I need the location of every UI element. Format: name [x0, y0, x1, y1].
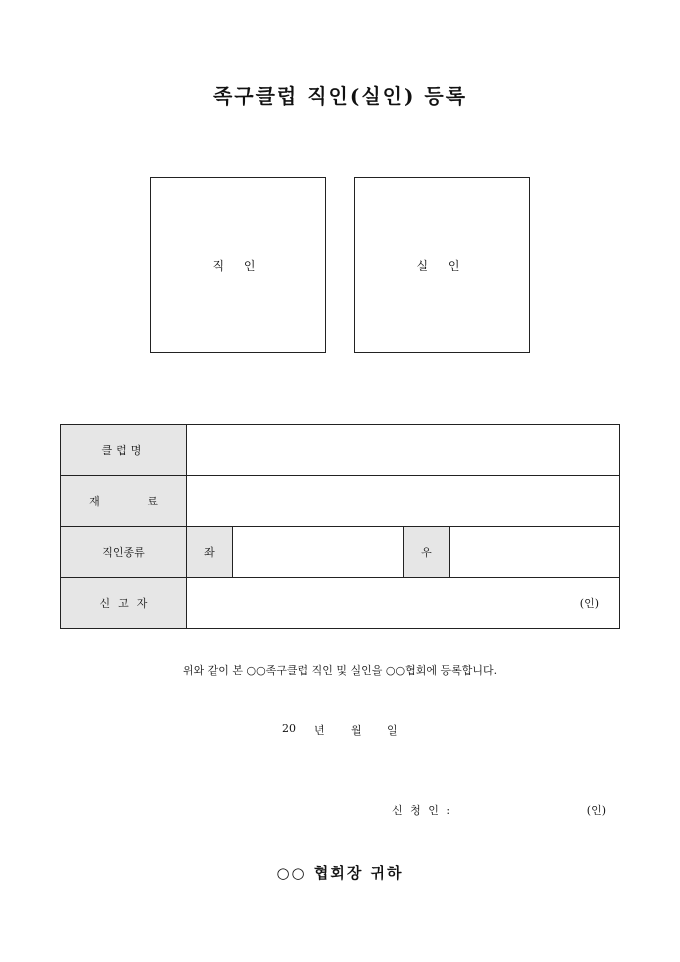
- applicant-label: 신 청 인 :: [392, 804, 453, 817]
- date-line: [282, 722, 398, 738]
- seal-type-label: 직인종류: [61, 527, 187, 578]
- applicant-line: [392, 802, 606, 818]
- right-seal-field[interactable]: [450, 527, 620, 578]
- month-unit: 월: [351, 724, 362, 737]
- year-unit: 년: [314, 724, 325, 737]
- day-unit: 일: [387, 724, 398, 737]
- page-title: 족구클럽 직인(실인) 등록: [212, 84, 468, 108]
- year-prefix: 20: [282, 722, 296, 735]
- reporter-seal-mark: (인): [579, 597, 599, 610]
- reporter-field[interactable]: [187, 578, 620, 629]
- table-row: [61, 476, 620, 527]
- reporter-label: 신고자: [61, 578, 187, 629]
- right-label: 우: [404, 527, 450, 578]
- registration-table: [60, 424, 620, 629]
- club-name-label: 클럽명: [61, 425, 187, 476]
- actual-seal-box: [354, 177, 530, 353]
- club-name-field[interactable]: [187, 425, 620, 476]
- materials-field[interactable]: [187, 476, 620, 527]
- materials-label: 재 료: [61, 476, 187, 527]
- table-row: [61, 527, 620, 578]
- applicant-seal-mark: (인): [586, 804, 606, 817]
- official-seal-box: [150, 177, 326, 353]
- left-label: 좌: [187, 527, 233, 578]
- actual-seal-label: 실 인: [416, 258, 468, 273]
- addressee: ○○ 협회장 귀하: [276, 864, 404, 882]
- table-row: [61, 578, 620, 629]
- registration-statement: 위와 같이 본 ○○족구클럽 직인 및 실인을 ○○협회에 등록합니다.: [182, 664, 498, 677]
- table-row: [61, 425, 620, 476]
- official-seal-label: 직 인: [212, 258, 264, 273]
- left-seal-field[interactable]: [233, 527, 404, 578]
